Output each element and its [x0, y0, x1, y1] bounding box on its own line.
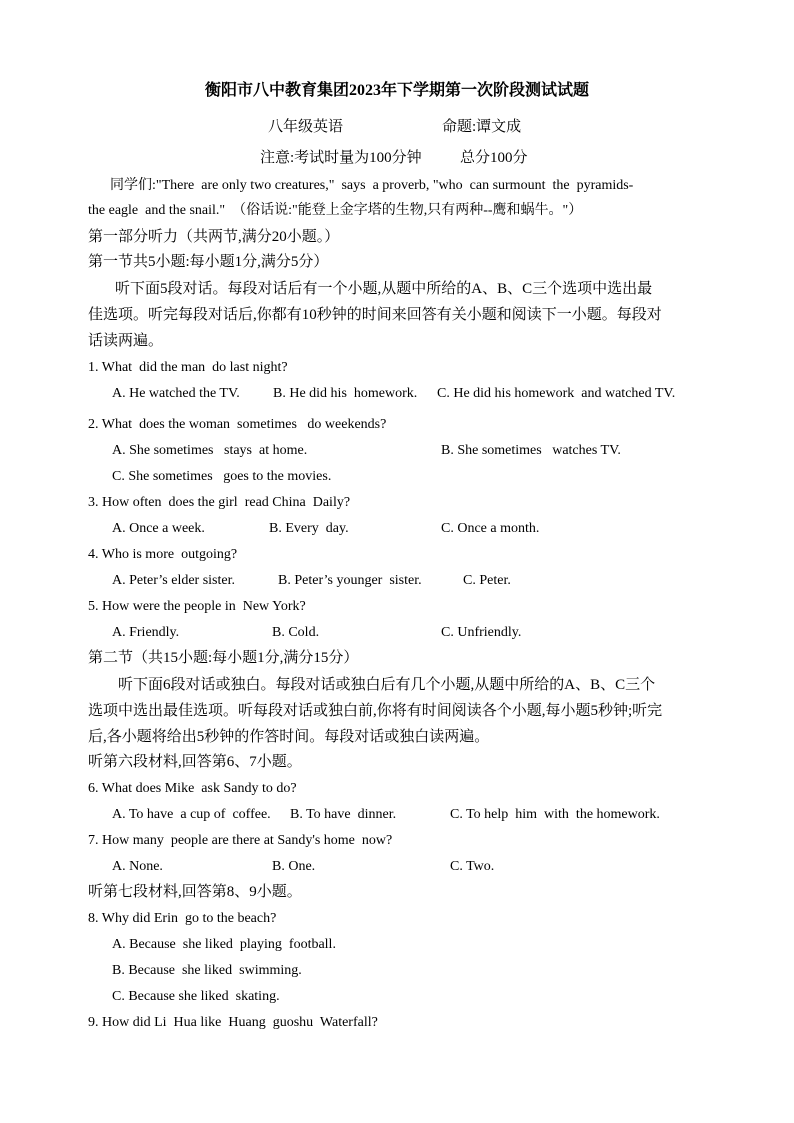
section1-instruction-1: 听下面5段对话。每段对话后有一个小题,从题中所给的A、B、C三个选项中选出最	[115, 281, 653, 297]
total-score: 总分100分	[460, 150, 528, 166]
passage-6-instruction: 听第六段材料,回答第6、7小题。	[88, 754, 302, 770]
question-1-option-a: A. He watched the TV.	[112, 386, 240, 401]
question-7-option-c: C. Two.	[450, 859, 495, 874]
question-4-stem: 4. Who is more outgoing?	[88, 547, 238, 562]
section2-instruction-3: 后,各小题将给出5秒钟的作答时间。每段对话或独白读两遍。	[88, 729, 490, 745]
question-8-option-a: A. Because she liked playing football.	[112, 937, 336, 952]
question-5-option-c: C. Unfriendly.	[441, 625, 522, 640]
author-label: 命题:谭文成	[442, 119, 522, 135]
section1-instruction-2: 佳选项。听完每段对话后,你都有10秒钟的时间来回答有关小题和阅读下一小题。每段对	[88, 307, 662, 323]
question-8-option-b: B. Because she liked swimming.	[112, 963, 302, 978]
question-2-option-a: A. She sometimes stays at home.	[112, 443, 308, 458]
question-6-stem: 6. What does Mike ask Sandy to do?	[88, 781, 297, 796]
question-2-stem: 2. What does the woman sometimes do weekends?	[88, 417, 387, 432]
question-8-stem: 8. Why did Erin go to the beach?	[88, 911, 277, 926]
question-3-option-a: A. Once a week.	[112, 521, 205, 536]
exam-title: 衡阳市八中教育集团2023年下学期第一次阶段测试试题	[204, 82, 589, 99]
subject-label: 八年级英语	[268, 119, 344, 135]
question-7-stem: 7. How many people are there at Sandy's home now?	[88, 833, 393, 848]
section2-instruction-2: 选项中选出最佳选项。听每段对话或独白前,你将有时间阅读各个小题,每小题5秒钟;听完	[88, 703, 663, 719]
question-6-option-c: C. To help him with the homework.	[450, 807, 660, 822]
section1-instruction-3: 话读两遍。	[88, 333, 164, 349]
question-5-stem: 5. How were the people in New York?	[88, 599, 306, 614]
passage-7-instruction: 听第七段材料,回答第8、9小题。	[88, 884, 302, 900]
question-4-option-b: B. Peter’s younger sister.	[278, 573, 422, 588]
question-9-stem: 9. How did Li Hua like Huang guoshu Waterfall?	[88, 1015, 378, 1030]
question-5-option-a: A. Friendly.	[112, 625, 180, 640]
question-8-option-c: C. Because she liked skating.	[112, 989, 280, 1004]
question-7-option-b: B. One.	[272, 859, 316, 874]
question-6-option-b: B. To have dinner.	[290, 807, 397, 822]
proverb-line-1: 同学们:"There are only two creatures," says a proverb, "who can surmount the pyramids-	[110, 178, 634, 193]
section2-heading: 第二节（共15小题:每小题1分,满分15分）	[88, 650, 359, 666]
question-6-option-a: A. To have a cup of coffee.	[112, 807, 271, 822]
question-3-stem: 3. How often does the girl read China Daily?	[88, 495, 351, 510]
question-2-option-c: C. She sometimes goes to the movies.	[112, 469, 332, 484]
question-1-option-b: B. He did his homework.	[273, 386, 418, 401]
question-7-option-a: A. None.	[112, 859, 163, 874]
question-4-option-a: A. Peter’s elder sister.	[112, 573, 235, 588]
section1-heading: 第一节共5小题:每小题1分,满分5分）	[88, 254, 329, 270]
question-3-option-b: B. Every day.	[269, 521, 349, 536]
question-3-option-c: C. Once a month.	[441, 521, 540, 536]
proverb-line-2: the eagle and the snail." （俗话说:"能登上金字塔的生物,只有两种--鹰和蜗牛。"）	[88, 203, 583, 218]
question-4-option-c: C. Peter.	[463, 573, 511, 588]
section2-instruction-1: 听下面6段对话或独白。每段对话或独白后有几个小题,从题中所给的A、B、C三个	[118, 677, 656, 693]
time-notice: 注意:考试时量为100分钟	[260, 150, 422, 166]
question-5-option-b: B. Cold.	[272, 625, 320, 640]
question-1-stem: 1. What did the man do last night?	[88, 360, 288, 375]
part1-heading: 第一部分听力（共两节,满分20小题。）	[88, 229, 340, 245]
question-2-option-b: B. She sometimes watches TV.	[441, 443, 621, 458]
question-1-option-c: C. He did his homework and watched TV.	[437, 386, 676, 401]
